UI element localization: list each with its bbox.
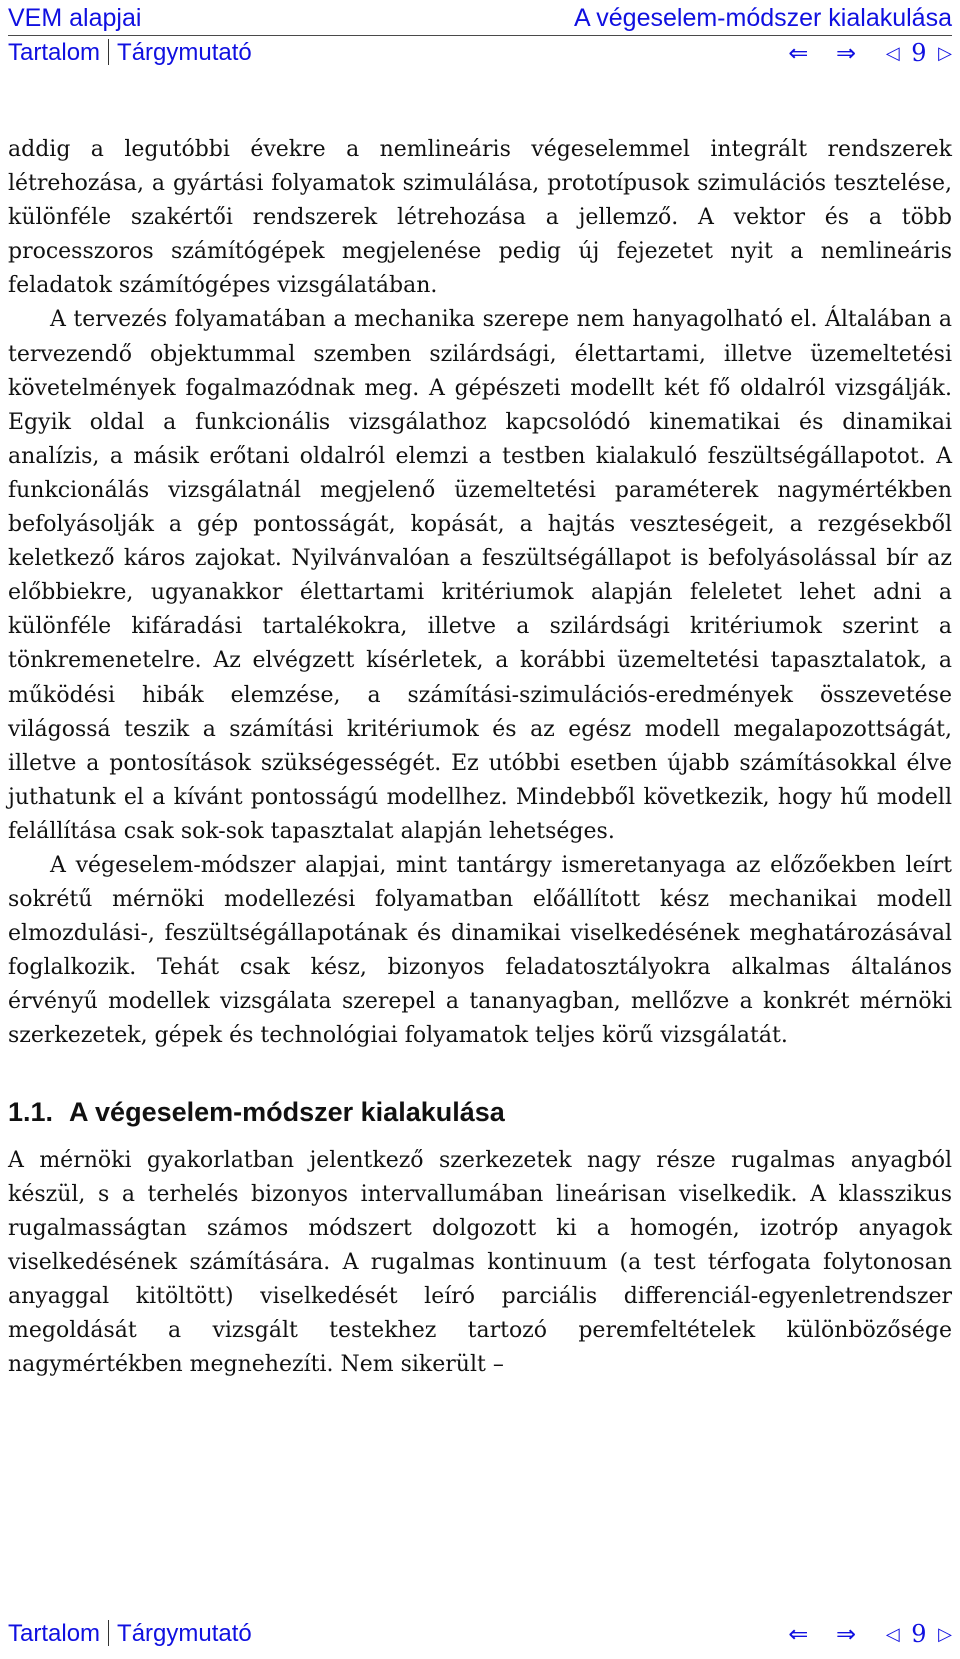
nav-separator <box>108 39 109 65</box>
footer-contents-link[interactable]: Tartalom <box>8 1620 101 1647</box>
footer-next-page-icon[interactable]: ▷ <box>938 1624 952 1645</box>
header-nav-links <box>8 37 252 69</box>
paragraph-continuation: addig a legutóbbi évekre a nemlineáris végeselemmel integrált rendszerek létrehozása, a gyártási folyamatok szimulálása, prototípusok szimulációs tesztelése, különféle szakértői rendszerek létrehozása a jellemző. A vektor és a több processzoros számítógépek megjelenése pedig új fejezetet nyit a nemlineáris feladatok számítógépes vizsgálatában. <box>8 137 952 299</box>
header-nav-row <box>8 37 952 69</box>
footer-page-number: 9 <box>911 1620 927 1648</box>
section-heading <box>8 1094 952 1130</box>
page-header <box>8 0 952 80</box>
next-page-icon[interactable]: ▷ <box>938 43 952 64</box>
section-number: 1.1. <box>8 1096 54 1127</box>
paragraph-fem-basics: A végeselem-módszer alapjai, mint tantárgy ismeretanyaga az előzőekben leírt sokrétű mérnöki modellezési folyamatban előállított kész mechanikai modell elmozdulási-, feszültségállapotának és dinamikai viselkedésének meghatározásával foglalkozik. Tehát csak kész, bizonyos feladatosztályokra alkalmas általános érvényű modellek vizsgálata szerepel a tananyagban, mellőzve a konkrét mérnöki szerkezetek, gépek és technológiai folyamatok teljes körű vizsgálatát. <box>8 852 952 1049</box>
document-title-link[interactable]: VEM alapjai <box>8 4 142 32</box>
page-content <box>8 133 952 1382</box>
page-footer <box>8 1618 952 1650</box>
footer-prev-page-icon[interactable]: ◁ <box>885 1624 900 1645</box>
footer-index-link[interactable]: Tárgymutató <box>117 1620 252 1647</box>
header-divider <box>8 35 952 36</box>
paragraph-section-intro: A mérnöki gyakorlatban jelentkező szerkezetek nagy része rugalmas anyagból készül, s a terhelés bizonyos intervallumában lineárisan viselkedik. A klasszikus rugalmasságtan számos módszert dolgozott ki a homogén, izotróp anyagok viselkedésének számítására. A rugalmas kontinuum (a test térfogata folytonosan anyaggal kitöltött) viselkedését leíró parciális differenciál-egyenletrendszer megoldását a vizsgált testekhez tartozó peremfeltételek különbözősége nagymértékben megnehezíti. Nem sikerült – <box>8 1147 952 1378</box>
header-page-controls <box>788 37 952 70</box>
back-arrow-icon[interactable]: ⇐ <box>788 39 809 67</box>
forward-arrow-icon[interactable]: ⇒ <box>836 39 857 67</box>
prev-page-icon[interactable]: ◁ <box>885 43 900 64</box>
index-link[interactable]: Tárgymutató <box>117 39 252 66</box>
page-number: 9 <box>911 39 927 67</box>
footer-nav-separator <box>108 1620 109 1646</box>
section-heading-text: A végeselem-módszer kialakulása <box>69 1096 505 1127</box>
footer-back-arrow-icon[interactable]: ⇐ <box>788 1620 809 1648</box>
footer-page-controls <box>788 1618 952 1651</box>
header-title-row <box>8 2 952 34</box>
footer-forward-arrow-icon[interactable]: ⇒ <box>836 1620 857 1648</box>
contents-link[interactable]: Tartalom <box>8 39 101 66</box>
section-title-link[interactable]: A végeselem-módszer kialakulása <box>574 4 952 32</box>
footer-nav-links <box>8 1618 252 1650</box>
paragraph-design-mechanics: A tervezés folyamatában a mechanika szerepe nem hanyagolható el. Általában a tervezendő objektummal szemben szilárdsági, élettartami, illetve üzemeltetési követelmények fogalmazódnak meg. A gépészeti modellt két fő oldalról vizsgálják. Egyik oldal a funkcionális vizsgálathoz kapcsolódó kinematikai és dinamikai analízis, a másik erőtani oldalról elemzi a testben kialakuló feszültségállapotot. A funkcionálás vizsgálatnál megjelenő üzemeltetési paraméterek nagymértékben befolyásolják a gép pontosságát, kopását, a hajtás veszteségeit, a rezgésekből keletkező káros zajokat. Nyilvánvalóan a feszültségállapot is befolyásolással bír az előbbiekre, ugyanakkor élettartami kritériumok alapján feleletet lehet adni a különféle kifáradási tartalékokra, illetve a szilárdsági kritériumok szerint a tönkremenetelre. Az elvégzett kísérletek, a korábbi üzemeltetési tapasztalatok, a működési hibák elemzése, a számítási-szimulációs-eredmények összevetése világossá teszik a számítási kritériumok és az egész modell megalapozottságát, illetve a pontosítások szükségességét. Ez utóbbi esetben újabb számításokkal élve juthatunk el a kívánt pontosságú modellhez. Mindebből következik, hogy hű modell felállítása csak sok-sok tapasztalat alapján lehetséges. <box>8 307 952 844</box>
